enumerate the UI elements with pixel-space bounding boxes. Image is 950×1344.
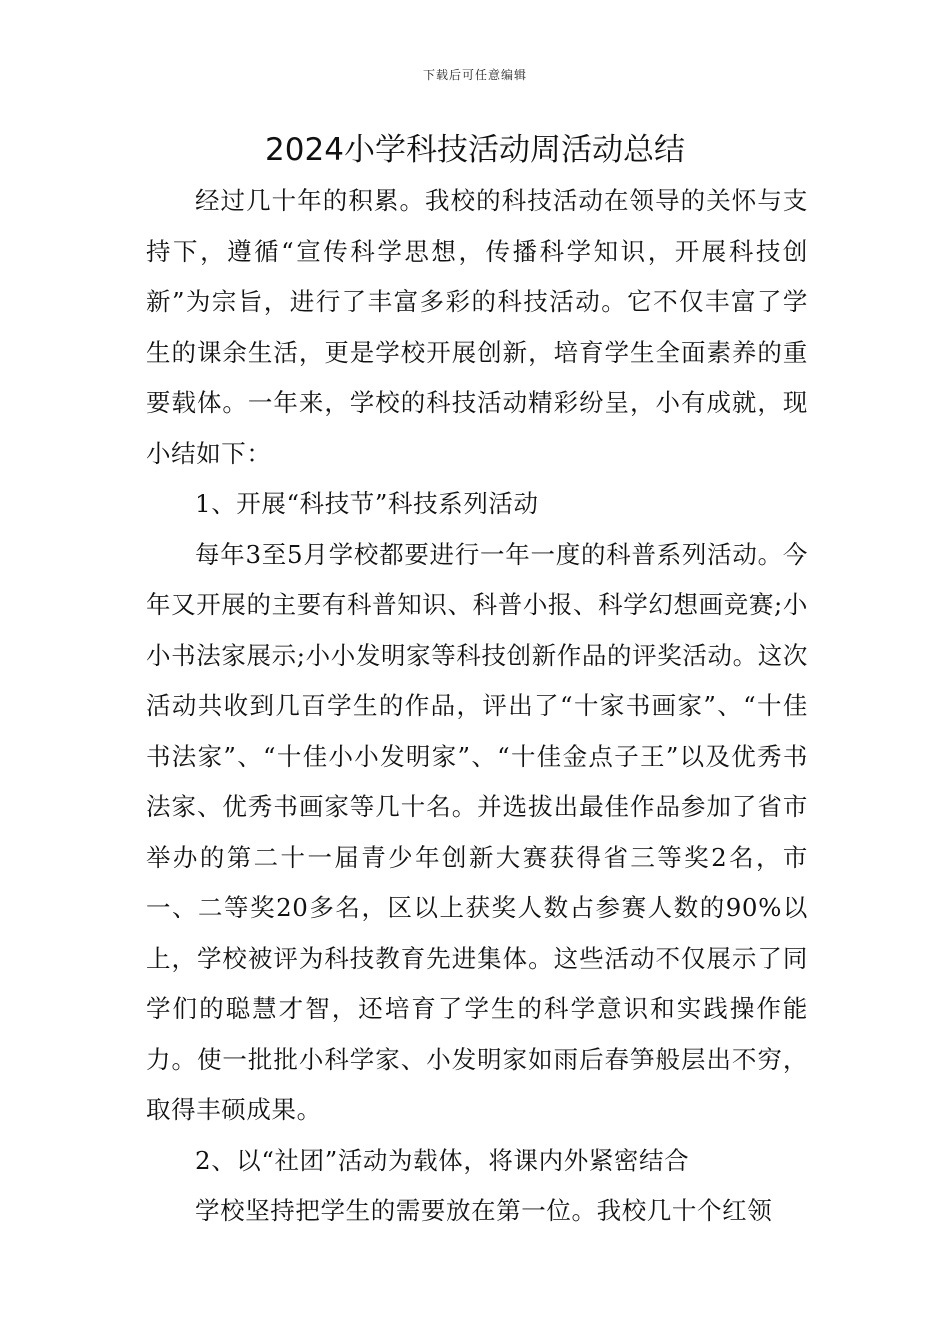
section-heading-1: 1、开展“科技节”科技系列活动: [195, 489, 539, 518]
paragraph-intro: 经过几十年的积累。我校的科技活动在领导的关怀与支持下，遵循“宣传科学思想，传播科学知识，开展科技创新”为宗旨，进行了丰富多彩的科技活动。它不仅丰富了学生的课余生活，更是学校开展创新，培育学生全面素养的重要载体。一年来，学校的科技活动精彩纷呈，小有成就，现小结如下：: [146, 186, 808, 468]
header-note: 下载后可任意编辑: [422, 68, 527, 82]
document-body: [146, 176, 808, 1237]
paragraph-section-1: 每年3至5月学校都要进行一年一度的科普系列活动。今年又开展的主要有科普知识、科普小报、科学幻想画竞赛;小小书法家展示;小小发明家等科技创新作品的评奖活动。这次活动共收到几百学生的作品，评出了“十家书画家”、“十佳书法家”、“十佳小小发明家”、“十佳金点子王”以及优秀书法家、优秀书画家等几十名。并选拔出最佳作品参加了省市举办的第二十一届青少年创新大赛获得省三等奖2名，市一、二等奖20多名，区以上获奖人数占参赛人数的90%以上，学校被评为科技教育先进集体。这些活动不仅展示了同学们的聪慧才智，还培育了学生的科学意识和实践操作能力。使一批批小科学家、小发明家如雨后春笋般层出不穷，取得丰硕成果。: [146, 539, 808, 1124]
section-heading-2: 2、以“社团”活动为载体，将课内外紧密结合: [195, 1145, 690, 1175]
document-title: 2024小学科技活动周活动总结: [265, 132, 685, 168]
paragraph-section-2: 学校坚持把学生的需要放在第一位。我校几十个红领: [195, 1196, 773, 1225]
